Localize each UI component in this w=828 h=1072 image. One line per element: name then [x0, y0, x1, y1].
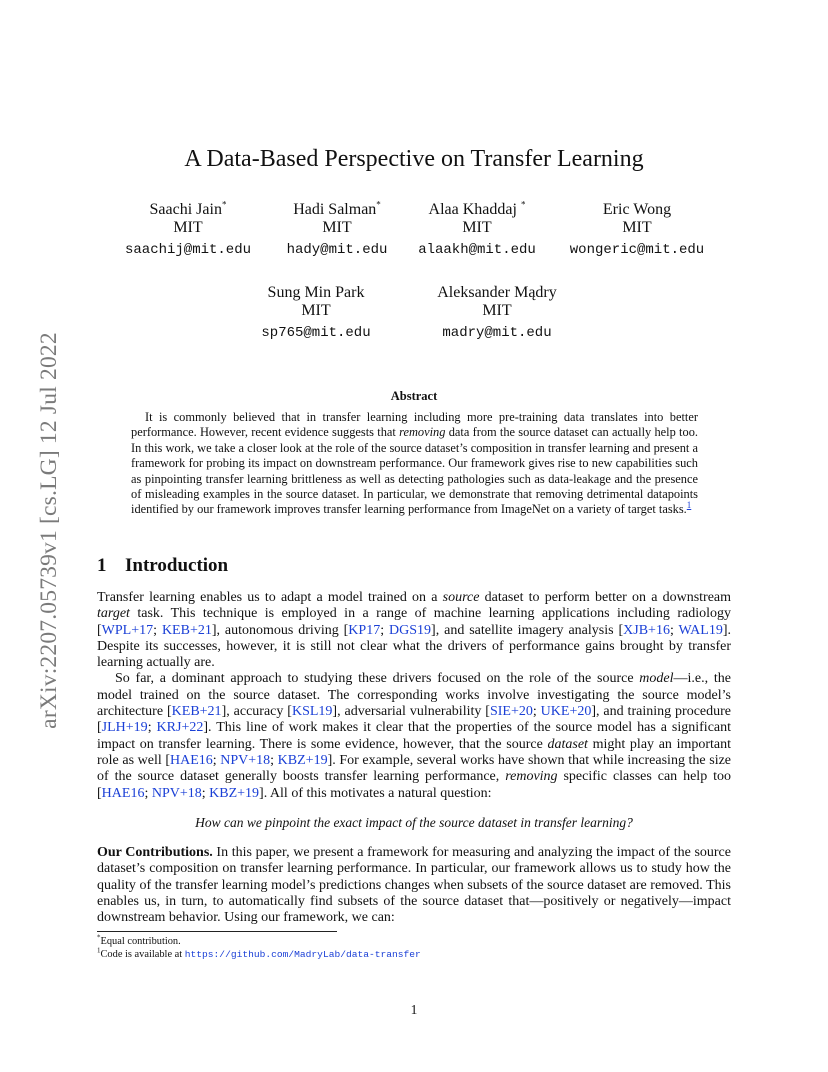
author-email: alaakh@mit.edu [418, 242, 536, 258]
emphasis: removing [399, 425, 446, 440]
intro-paragraph-2: So far, a dominant approach to studying these drivers focused on the role of the source model—i.e., the model trained on the source dataset. The corresponding works involve investigating the source model’s architecture [KEB+21], accuracy [KSL19], adversarial vulnerability [SIE+20; UKE+20], and training procedure [JLH+19; KRJ+22]. This line of work makes it clear that the properties of the source model has a significant impact on transfer learning. There is some evidence, however, that the source dataset might play an important role as well [HAE16; NPV+18; KBZ+19]. For example, several works have shown that while increasing the size of the source dataset generally boosts transfer learning performance, removing specific classes can help too [HAE16; NPV+18; KBZ+19]. All of this motivates a natural question: [97, 671, 732, 801]
citation-link[interactable]: KSL19 [291, 704, 333, 720]
citation-link[interactable]: KRJ+22 [156, 720, 204, 736]
author-affiliation: MIT [322, 219, 352, 236]
author-name: Sung Min Park [267, 284, 365, 301]
author-affiliation: MIT [173, 219, 203, 236]
author-card [226, 284, 406, 342]
citation-link[interactable]: UKE+20 [540, 704, 592, 720]
author-affiliation: MIT [622, 219, 652, 236]
citation-link[interactable]: HAE16 [169, 752, 213, 768]
code-repo-link[interactable]: https://github.com/MadryLab/data-transfer [184, 949, 421, 960]
citation-link[interactable]: WAL19 [678, 622, 723, 638]
citation-link[interactable]: KBZ+19 [277, 752, 328, 768]
arxiv-stamp [34, 300, 64, 760]
author-affiliation: MIT [462, 219, 492, 236]
author-email: saachij@mit.edu [124, 242, 252, 258]
author-email: wongeric@mit.edu [569, 242, 705, 258]
citation-link[interactable]: WPL+17 [101, 622, 154, 638]
citation-link[interactable]: SIE+20 [489, 704, 533, 720]
author-name: Saachi Jain [149, 201, 222, 218]
equal-contrib-mark: * [221, 199, 227, 210]
footnote-divider [97, 931, 337, 932]
citation-link[interactable]: NPV+18 [220, 752, 271, 768]
citation-link[interactable]: KEB+21 [161, 622, 212, 638]
citation-link[interactable]: XJB+16 [623, 622, 670, 638]
section-heading [97, 555, 228, 577]
footnote-link[interactable]: 1 [686, 500, 692, 511]
citation-link[interactable]: HAE16 [101, 785, 145, 801]
paper-title: A Data-Based Perspective on Transfer Learning [184, 146, 644, 172]
abstract-text: It is commonly believed that in transfer learning including more pre-training data translates into better performance. However, recent evidence suggests that removing data from the source dataset can actually help too. In this work, we take a closer look at the role of the source dataset’s composition in transfer learning and present a framework for probing its impact on downstream performance. Our framework gives rise to new capabilities such as pinpointing transfer learning brittleness as well as detecting pathologies such as data-leakage and the presence of misleading examples in the source dataset. In particular, we demonstrate that removing detrimental datapoints identified by our framework improves transfer learning performance from ImageNet on a variety of target tasks.$^1$ [131, 410, 698, 517]
author-email: sp765@mit.edu [261, 325, 371, 341]
author-card [387, 201, 567, 259]
author-name: Hadi Salman [293, 201, 377, 218]
author-name: Alaa Khaddaj [428, 201, 521, 218]
equal-contrib-mark: * [376, 199, 381, 210]
citation-link[interactable]: KP17 [348, 622, 381, 638]
paragraph-heading: Our Contributions. [97, 845, 213, 860]
citation-link[interactable]: DGS19 [389, 622, 432, 638]
arxiv-stamp-text: arXiv:2207.05739v1 [cs.LG] 12 Jul 2022 [35, 331, 62, 729]
author-email: madry@mit.edu [442, 325, 552, 341]
author-card [407, 284, 587, 342]
footnote-code: $^1$Code is available at https://github.com/MadryLab/data-transfer [97, 946, 421, 960]
citation-link[interactable]: KBZ+19 [209, 785, 260, 801]
page-number: 1 [410, 1002, 418, 1017]
contributions-paragraph: Our Contributions. In this paper, we present a framework for measuring and analyzing the impact of the source dataset’s composition on transfer learning performance. In particular, our framework allows us to study how the quality of the transfer learning model’s predictions changes when subsets of the source dataset are removed. This enables us, in turn, to automatically find subsets of the source dataset that—positively or negatively—impact downstream behavior. Using our framework, we can: [97, 845, 731, 926]
citation-link[interactable]: KEB+21 [171, 704, 222, 720]
author-card [547, 201, 727, 259]
footnote-equal-contribution: *Equal contribution. [97, 933, 181, 947]
author-name: Aleksander Mądry [437, 284, 557, 301]
author-affiliation: MIT [482, 302, 512, 319]
author-email: hady@mit.edu [286, 242, 388, 258]
equal-contrib-mark: * [520, 199, 526, 210]
intro-paragraph-1: Transfer learning enables us to adapt a model trained on a source dataset to perform better on a downstream target task. This technique is employed in a range of machine learning applications including radiology [WPL+17; KEB+21], autonomous driving [KP17; DGS19], and satellite imagery analysis [XJB+16; WAL19]. Despite its successes, however, it is still not clear what the drivers of performance gains brought by transfer learning actually are. So far, a dominant approach to studying these drivers focused on the role of the source model—i.e., the model trained on the source dataset. The corresponding works involve investigating the source model’s architecture [KEB+21], accuracy [KSL19], adversarial vulnerability [SIE+20; UKE+20], and training procedure [JLH+19; KRJ+22]. This line of work makes it clear that the properties of the source model has a significant impact on transfer learning. There is some evidence, however, that the source dataset might play an important role as well [HAE16; NPV+18; KBZ+19]. For example, several works have shown that while increasing the size of the source dataset generally boosts transfer learning performance, removing specific classes can help too [HAE16; NPV+18; KBZ+19]. All of this motivates a natural question: [97, 590, 732, 801]
citation-link[interactable]: JLH+19 [101, 720, 148, 736]
research-question: How can we pinpoint the exact impact of the source dataset in transfer learning? [195, 815, 633, 830]
author-name: Eric Wong [602, 201, 672, 218]
author-affiliation: MIT [301, 302, 331, 319]
citation-link[interactable]: NPV+18 [151, 785, 202, 801]
section-number: 1 [97, 555, 107, 576]
abstract-heading: Abstract [390, 389, 438, 403]
section-title: Introduction [125, 555, 229, 576]
